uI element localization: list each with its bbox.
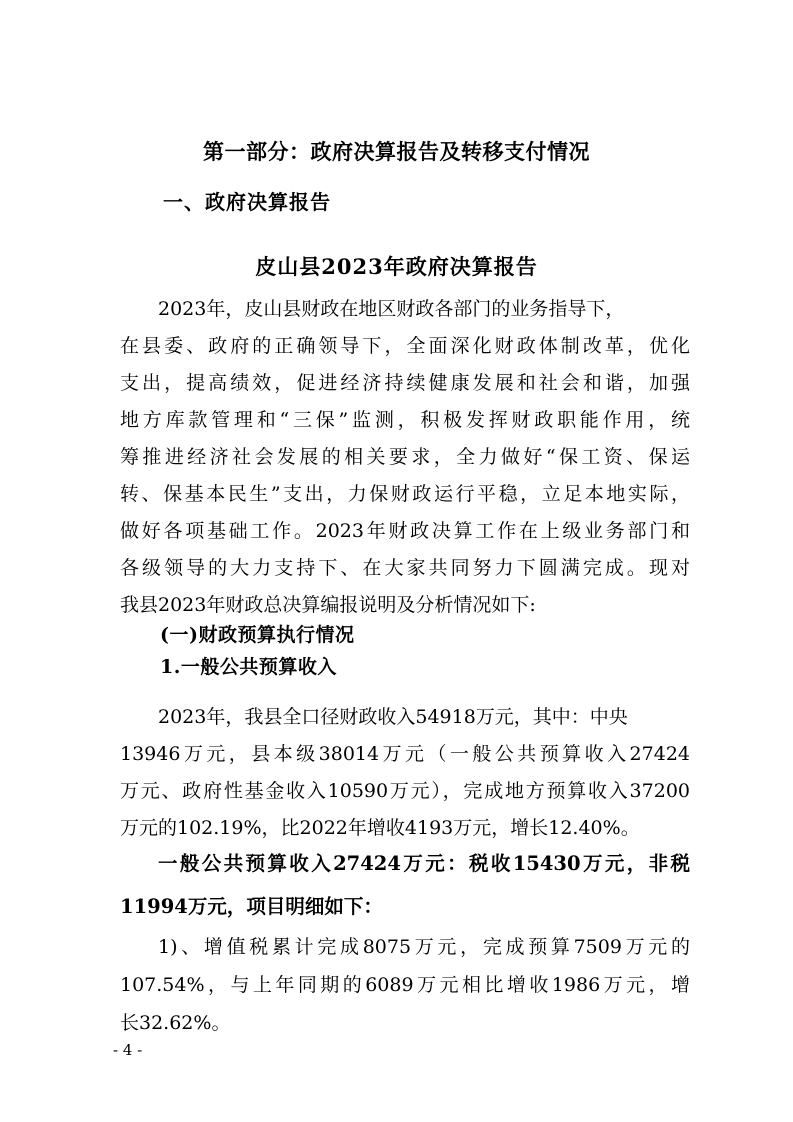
part-title: 第一部分：政府决算报告及转移支付情况 bbox=[203, 139, 590, 164]
text-line: 在县委、政府的正确领导下，全面深化财政体制改革，优化 bbox=[120, 335, 690, 357]
text-line: 地方库款管理和“三保”监测，积极发挥财政职能作用，统 bbox=[120, 409, 690, 431]
text-line: 我县2023年财政总决算编报说明及分析情况如下: bbox=[120, 594, 536, 616]
report-title: 皮山县2023年政府决算报告 bbox=[255, 254, 538, 279]
page-number: - 4 - bbox=[113, 1041, 143, 1059]
subsection-heading: 1.一般公共预算收入 bbox=[160, 656, 337, 678]
paragraph-intro bbox=[120, 291, 690, 624]
text-line: 2023年，我县全口径财政收入54918万元，其中：中央 bbox=[158, 706, 628, 728]
text-line: 长32.62%。 bbox=[120, 1012, 231, 1034]
text-line: 各级领导的大力支持下、在大家共同努力下圆满完成。现对 bbox=[120, 557, 690, 579]
text-line: 一般公共预算收入27424万元：税收15430万元，非税 bbox=[158, 852, 690, 875]
text-line: 13946万元，县本级38014万元（一般公共预算收入27424 bbox=[120, 743, 690, 765]
text-line: 万元的102.19%，比2022年增收4193万元，增长12.40%。 bbox=[120, 817, 640, 839]
text-line: 做好各项基础工作。2023年财政决算工作在上级业务部门和 bbox=[120, 520, 690, 542]
text-line: 1)、增值税累计完成8075万元，完成预算7509万元的 bbox=[158, 936, 690, 958]
subsection-heading: (一)财政预算执行情况 bbox=[160, 624, 355, 646]
text-line: 转、保基本民生”支出，力保财政运行平稳，立足本地实际， bbox=[120, 483, 690, 505]
text-line: 11994万元，项目明细如下： bbox=[120, 895, 383, 918]
text-line: 万元、政府性基金收入10590万元），完成地方预算收入37200 bbox=[120, 780, 690, 802]
section-title: 一、政府决算报告 bbox=[163, 190, 331, 214]
text-line: 2023年，皮山县财政在地区财政各部门的业务指导下， bbox=[158, 298, 625, 320]
paragraph-revenue bbox=[120, 699, 690, 847]
paragraph-vat bbox=[120, 928, 690, 1042]
text-line: 支出，提高绩效，促进经济持续健康发展和社会和谐，加强 bbox=[120, 372, 690, 394]
paragraph-general-budget bbox=[120, 842, 690, 928]
text-line: 筹推进经济社会发展的相关要求，全力做好“保工资、保运 bbox=[120, 446, 690, 468]
text-line: 107.54%，与上年同期的6089万元相比增收1986万元，增 bbox=[120, 974, 690, 996]
